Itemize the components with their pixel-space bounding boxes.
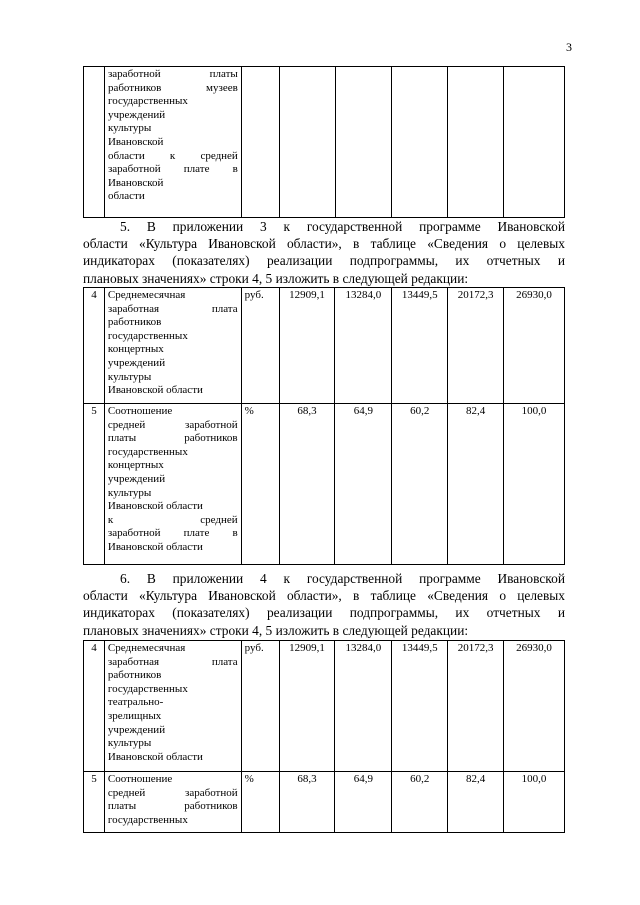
table-row [84, 288, 565, 404]
row-number: 4 [84, 288, 105, 404]
value-cell [392, 67, 448, 218]
name-line: средней заработной [107, 418, 238, 431]
paragraph-line: индикаторах (показателях) реализации подпрограммы, их отчетных и [83, 605, 565, 621]
indicator-name-cell [104, 67, 241, 218]
name-line: Среднемесячная [107, 642, 186, 654]
name-line: работников [107, 316, 162, 329]
paragraph-line: 5. В приложении 3 к государственной программе Ивановской [120, 219, 565, 234]
name-line: Ивановской области [107, 540, 203, 553]
paragraph-6 [83, 570, 565, 639]
indicators-table-6 [83, 640, 565, 833]
unit-cell: руб. [241, 288, 279, 404]
value-cell: 20172,3 [448, 641, 504, 772]
name-line: культуры [107, 737, 152, 750]
name-line: театрально- [107, 696, 164, 709]
name-line: работников музеев [107, 81, 238, 94]
name-line: Ивановской области [107, 750, 203, 763]
name-line: заработной плате в [107, 527, 238, 540]
name-line: государственных [107, 813, 188, 826]
value-cell: 64,9 [335, 772, 392, 833]
value-cell: 60,2 [392, 772, 448, 833]
name-line: государственных [107, 445, 188, 458]
value-cell: 60,2 [392, 404, 448, 565]
num-cell [84, 67, 105, 218]
name-line: учреждений [107, 356, 166, 369]
name-line: культуры [107, 122, 152, 135]
value-cell: 13284,0 [335, 641, 392, 772]
value-cell: 64,9 [335, 404, 392, 565]
name-line: средней заработной [107, 786, 238, 799]
name-line: платы работников [107, 800, 238, 813]
name-line: концертных [107, 459, 164, 472]
name-line: государственных [107, 329, 188, 342]
paragraph-line: 6. В приложении 4 к государственной программе Ивановской [120, 571, 565, 586]
indicator-name-cell [104, 641, 241, 772]
name-line: заработная плата [107, 655, 238, 668]
name-line: Ивановской области [107, 500, 203, 513]
name-line: области к средней [107, 149, 238, 162]
indicator-name-cell [104, 288, 241, 404]
name-line: Ивановской области [107, 384, 203, 397]
name-line: платы работников [107, 432, 238, 445]
indicator-name-cell [104, 772, 241, 833]
name-line: Соотношение [107, 405, 173, 417]
table-row [84, 404, 565, 565]
name-line: Ивановской [107, 176, 164, 189]
name-line: Среднемесячная [107, 289, 186, 301]
name-line: государственных [107, 682, 188, 695]
indicator-name-cell [104, 404, 241, 565]
name-line: учреждений [107, 108, 166, 121]
unit-cell: руб. [241, 641, 279, 772]
indicators-table-5 [83, 287, 565, 565]
value-cell: 82,4 [448, 404, 504, 565]
name-line: культуры [107, 370, 152, 383]
value-cell [279, 67, 335, 218]
value-cell: 26930,0 [504, 641, 565, 772]
row-number: 4 [84, 641, 105, 772]
unit-cell [241, 67, 279, 218]
row-number: 5 [84, 772, 105, 833]
name-line: заработной платы [107, 68, 238, 80]
value-cell: 13284,0 [335, 288, 392, 404]
value-cell: 100,0 [504, 404, 565, 565]
value-cell [504, 67, 565, 218]
value-cell: 68,3 [279, 772, 335, 833]
paragraph-line: плановых значениях» строки 4, 5 изложить в следующей редакции: [83, 622, 469, 638]
value-cell: 26930,0 [504, 288, 565, 404]
unit-cell: % [241, 404, 279, 565]
name-line: культуры [107, 486, 152, 499]
name-line: Соотношение [107, 773, 173, 785]
paragraph-line: области «Культура Ивановской области», в таблице «Сведения о целевых [83, 588, 565, 604]
unit-cell: % [241, 772, 279, 833]
name-line: заработная плата [107, 302, 238, 315]
table-row [84, 772, 565, 833]
name-line: области [107, 190, 145, 203]
value-cell: 82,4 [448, 772, 504, 833]
paragraph-5 [83, 218, 565, 287]
value-cell: 20172,3 [448, 288, 504, 404]
value-cell: 12909,1 [279, 288, 335, 404]
value-cell: 68,3 [279, 404, 335, 565]
name-line: государственных [107, 95, 188, 108]
value-cell: 13449,5 [392, 641, 448, 772]
name-line: учреждений [107, 723, 166, 736]
value-cell: 13449,5 [392, 288, 448, 404]
table-row [84, 641, 565, 772]
name-line: работников [107, 669, 162, 682]
value-cell: 12909,1 [279, 641, 335, 772]
name-line: Ивановской [107, 135, 164, 148]
paragraph-line: индикаторах (показателях) реализации подпрограммы, их отчетных и [83, 253, 565, 269]
table-row [84, 67, 565, 218]
name-line: к средней [107, 513, 238, 526]
value-cell [335, 67, 392, 218]
page-number: 3 [566, 40, 572, 54]
paragraph-line: плановых значениях» строки 4, 5 изложить в следующей редакции: [83, 270, 469, 286]
name-line: концертных [107, 343, 164, 356]
top-table [83, 66, 565, 218]
name-line: зрелищных [107, 709, 162, 722]
value-cell [448, 67, 504, 218]
row-number: 5 [84, 404, 105, 565]
name-line: заработной плате в [107, 163, 238, 176]
name-line: учреждений [107, 472, 166, 485]
value-cell: 100,0 [504, 772, 565, 833]
paragraph-line: области «Культура Ивановской области», в таблице «Сведения о целевых [83, 236, 565, 252]
